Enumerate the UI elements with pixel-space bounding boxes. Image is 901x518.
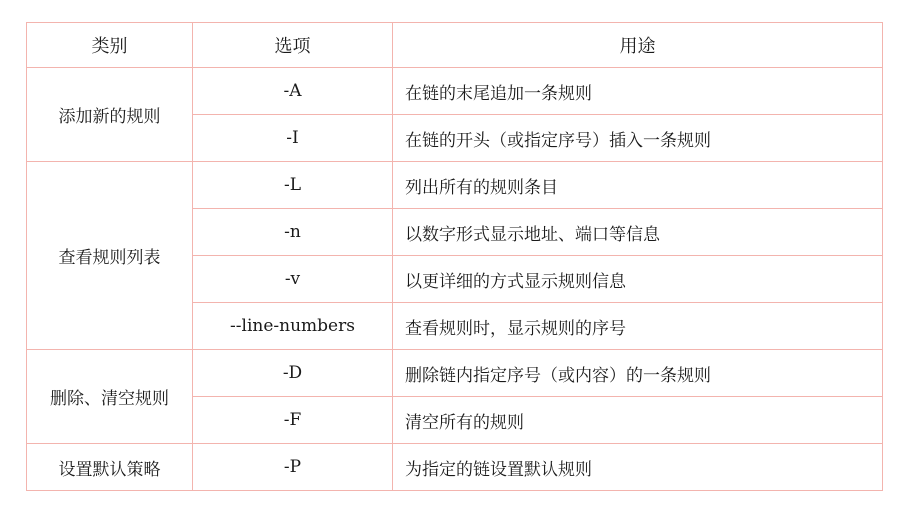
table-row — [27, 68, 883, 115]
purpose-cell: 查看规则时，显示规则的序号 — [393, 303, 883, 350]
category-cell: 添加新的规则 — [27, 68, 193, 162]
option-cell: -F — [193, 397, 393, 444]
option-cell: -D — [193, 350, 393, 397]
iptables-options-table — [26, 22, 883, 491]
header-category: 类别 — [27, 23, 193, 68]
purpose-cell: 列出所有的规则条目 — [393, 162, 883, 209]
option-cell: -n — [193, 209, 393, 256]
purpose-cell: 以更详细的方式显示规则信息 — [393, 256, 883, 303]
table-row — [27, 444, 883, 491]
option-cell: -I — [193, 115, 393, 162]
header-purpose: 用途 — [393, 23, 883, 68]
category-cell: 删除、清空规则 — [27, 350, 193, 444]
header-row — [27, 23, 883, 68]
purpose-cell: 在链的开头（或指定序号）插入一条规则 — [393, 115, 883, 162]
category-cell: 设置默认策略 — [27, 444, 193, 491]
purpose-cell: 以数字形式显示地址、端口等信息 — [393, 209, 883, 256]
category-cell: 查看规则列表 — [27, 162, 193, 350]
option-cell: -v — [193, 256, 393, 303]
purpose-cell: 在链的末尾追加一条规则 — [393, 68, 883, 115]
purpose-cell: 为指定的链设置默认规则 — [393, 444, 883, 491]
table-row — [27, 162, 883, 209]
header-option: 选项 — [193, 23, 393, 68]
purpose-cell: 清空所有的规则 — [393, 397, 883, 444]
option-cell: --line-numbers — [193, 303, 393, 350]
table-row — [27, 350, 883, 397]
option-cell: -A — [193, 68, 393, 115]
purpose-cell: 删除链内指定序号（或内容）的一条规则 — [393, 350, 883, 397]
option-cell: -P — [193, 444, 393, 491]
option-cell: -L — [193, 162, 393, 209]
